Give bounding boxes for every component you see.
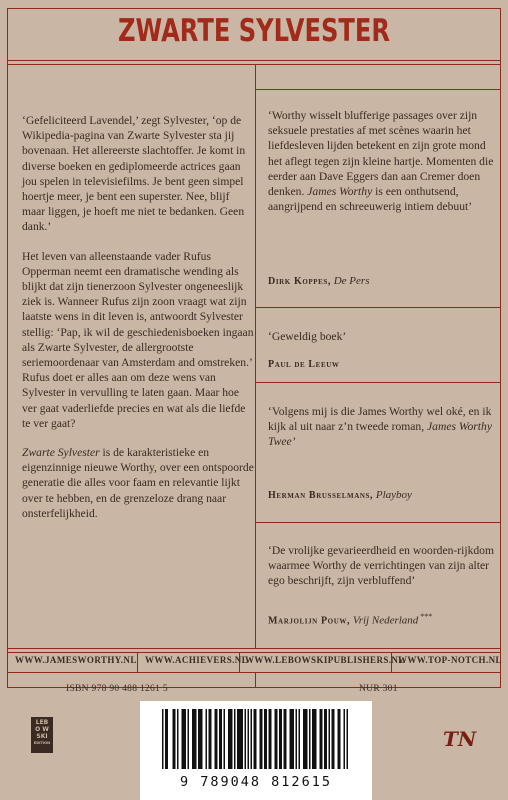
isbn-number: ISBN 978 90 488 1261 5 [66, 684, 168, 694]
barcode-bars [140, 701, 372, 776]
barcode-bar [234, 709, 236, 769]
barcode-bar [182, 709, 184, 769]
imprint-logo: TN [443, 727, 477, 751]
barcode-bar [239, 709, 241, 769]
barcode-bar [216, 709, 218, 769]
publisher-logo: LEBO WSKI EDITION [31, 717, 53, 753]
review-attribution-1: Dirk Koppes, De Pers [268, 275, 370, 287]
barcode-bar [275, 709, 277, 769]
footer-divider-3 [7, 672, 501, 673]
quote-divider-2 [255, 307, 501, 308]
barcode-bar [201, 709, 203, 769]
website-link-topnotch[interactable]: WWW.TOP-NOTCH.NL [398, 655, 502, 665]
barcode-bar [314, 709, 316, 769]
blurb-book-title: Zwarte Sylvester [22, 446, 100, 460]
barcode-bar [260, 709, 262, 769]
barcode-bar [185, 709, 187, 769]
barcode-bar [183, 709, 185, 769]
blurb-paragraph-3 [22, 445, 254, 521]
barcode-bar [296, 709, 298, 769]
barcode-bar [276, 709, 278, 769]
barcode-bar [194, 709, 196, 769]
barcode-bar [209, 709, 211, 769]
barcode-bar [285, 709, 287, 769]
barcode-bar [228, 709, 230, 769]
barcode-bar [339, 709, 341, 769]
review-attribution-2: Paul de Leeuw [268, 359, 340, 370]
review-quote-1: ‘Worthy wisselt blufferige passages over zijn seksuele prestaties af met scènes waarin het liefdesleven lijden betekent en zijn grote mond het aflegt tegen zijn kleine hartje. Momenten die eerder aan Dave Eggers dan aan Cremer doen denken. James Worthy is een onthutsend, aangrijpend en schreeuwerig intiem debuut’ [268, 109, 494, 214]
barcode-bar [269, 709, 271, 769]
barcode-bar [215, 709, 217, 769]
barcode-bar [315, 709, 317, 769]
quote-divider-3 [255, 382, 501, 383]
website-link-lebowski[interactable]: WWW.LEBOWSKIPUBLISHERS.NL [245, 655, 405, 665]
barcode-bar [261, 709, 263, 769]
barcode-bar [321, 709, 323, 769]
barcode-bar [245, 709, 247, 769]
blurb-column [22, 113, 254, 535]
barcode-bar [167, 709, 169, 769]
barcode-bar [195, 709, 197, 769]
barcode-bar [291, 709, 293, 769]
nur-code: NUR 301 [359, 684, 398, 694]
barcode-bar [198, 709, 200, 769]
barcode-bar [279, 709, 281, 769]
review-quote-2: ‘Geweldig boek’ [268, 330, 347, 343]
barcode-bar [224, 709, 226, 769]
barcode-bar [254, 709, 256, 769]
book-title: ZWARTE SYLVESTER [117, 13, 391, 49]
barcode-bar [281, 709, 283, 769]
barcode-digits: 9 789048 812615 [180, 774, 332, 790]
barcode-bar [326, 709, 328, 769]
barcode-bar [270, 709, 272, 769]
column-divider [255, 64, 256, 648]
barcode-bar [188, 709, 190, 769]
barcode-bar [177, 709, 179, 769]
quote-divider-1 [255, 89, 501, 90]
title-divider-2 [7, 64, 501, 65]
barcode-bar [162, 709, 164, 769]
barcode-bar [221, 709, 223, 769]
barcode-bar [231, 709, 233, 769]
barcode-bar [174, 709, 176, 769]
review-quote-4: ‘De vrolijke gevarieerdheid en woorden-rijkdom waarmee Worthy de verrichtingen van zijn alter ego beschrijft, zijn verbluffend’ [268, 544, 494, 588]
barcode-bar [329, 709, 331, 769]
barcode-bar [303, 709, 305, 769]
barcode-bar [312, 709, 314, 769]
blurb-paragraph-2: Het leven van alleenstaande vader Rufus Opperman neemt een dramatische wending als blijkt dat zijn tienerzoon Sylvester ongeneeslijk ziek is. Wanneer Rufus zijn zoon vraagt wat zijn laatste wens in dit leven is, antwoordt Sylvester stellig: ‘Pap, ik wil de geschiedenisboeken ingaan als Zwarte Sylvester, de allergrootste seriemoordenaar van Amsterdam and omstreken.’ Rufus doet er alles aan om deze wens van Sylvester in vervulling te laten gaan. Maar hoe ver gaat vaderliefde precies en wat als die liefde te ver gaat? [22, 249, 254, 430]
title-divider [7, 60, 501, 61]
barcode-bar [284, 709, 286, 769]
barcode-bar [200, 709, 202, 769]
website-link-jamesworthy[interactable]: WWW.JAMESWORTHY.NL [15, 655, 137, 665]
barcode-bar [264, 709, 266, 769]
barcode-bar [332, 709, 334, 769]
barcode-bar [309, 709, 311, 769]
review-attribution-3: Herman Brusselmans, Playboy [268, 489, 412, 501]
barcode-bar [173, 709, 175, 769]
barcode-bar [293, 709, 295, 769]
barcode-bar [305, 709, 307, 769]
barcode-bar [320, 709, 322, 769]
blurb-paragraph-3-text: is de karakteristieke en eigenzinnige nieuwe Worthy, over een ontspoorde generatie die alles voor faam en relevantie lijkt over te hebben, en de grenzeloze drang naar onsterfelijkheid. [22, 446, 254, 520]
barcode-bar [206, 709, 208, 769]
barcode-bar [230, 709, 232, 769]
barcode-bar [242, 709, 244, 769]
review-attribution-4: Marjolijn Pouw, Vrij Nederland *** [268, 612, 433, 627]
barcode-bar [251, 709, 253, 769]
barcode-bar [240, 709, 242, 769]
barcode-bar [192, 709, 194, 769]
blurb-paragraph-1: ‘Gefeliciteerd Lavendel,’ zegt Sylvester, ‘op de Wikipedia-pagina van Zwarte Sylvester sta jij bovenaan. Het allereerste slachtoffer. Je komt in diverse boeken en gediplomeerde actrices gaan jou spelen in televisiefilms. Je bent geen simpel hoertje meer, je bent een superster. Nee, blijf maar liggen, je hoeft me niet te bedanken. Geen dank.’ [22, 114, 246, 234]
barcode-bar [290, 709, 292, 769]
barcode-bar [219, 709, 221, 769]
barcode-bar [344, 709, 346, 769]
quote-divider-4 [255, 522, 501, 523]
review-quote-3: ‘Volgens mij is die James Worthy wel oké, en ik kijk al uit naar z’n tweede roman, James Worthy Twee’ [268, 405, 492, 449]
barcode-bar [237, 709, 239, 769]
footer-divider-2 [7, 652, 501, 653]
web-sep-1 [137, 652, 138, 672]
barcode-bar [299, 709, 301, 769]
barcode [140, 701, 372, 800]
barcode-bar [255, 709, 257, 769]
barcode-bar [210, 709, 212, 769]
isbn-sep [255, 672, 256, 688]
barcode-bar [347, 709, 349, 769]
website-link-achievers[interactable]: WWW.ACHIEVERS.NL [145, 655, 249, 665]
barcode-bar [248, 709, 250, 769]
barcode-bar [333, 709, 335, 769]
barcode-bar [306, 709, 308, 769]
footer-divider-1 [7, 648, 501, 649]
barcode-bar [266, 709, 268, 769]
barcode-bar [338, 709, 340, 769]
barcode-bar [165, 709, 167, 769]
barcode-bar [324, 709, 326, 769]
